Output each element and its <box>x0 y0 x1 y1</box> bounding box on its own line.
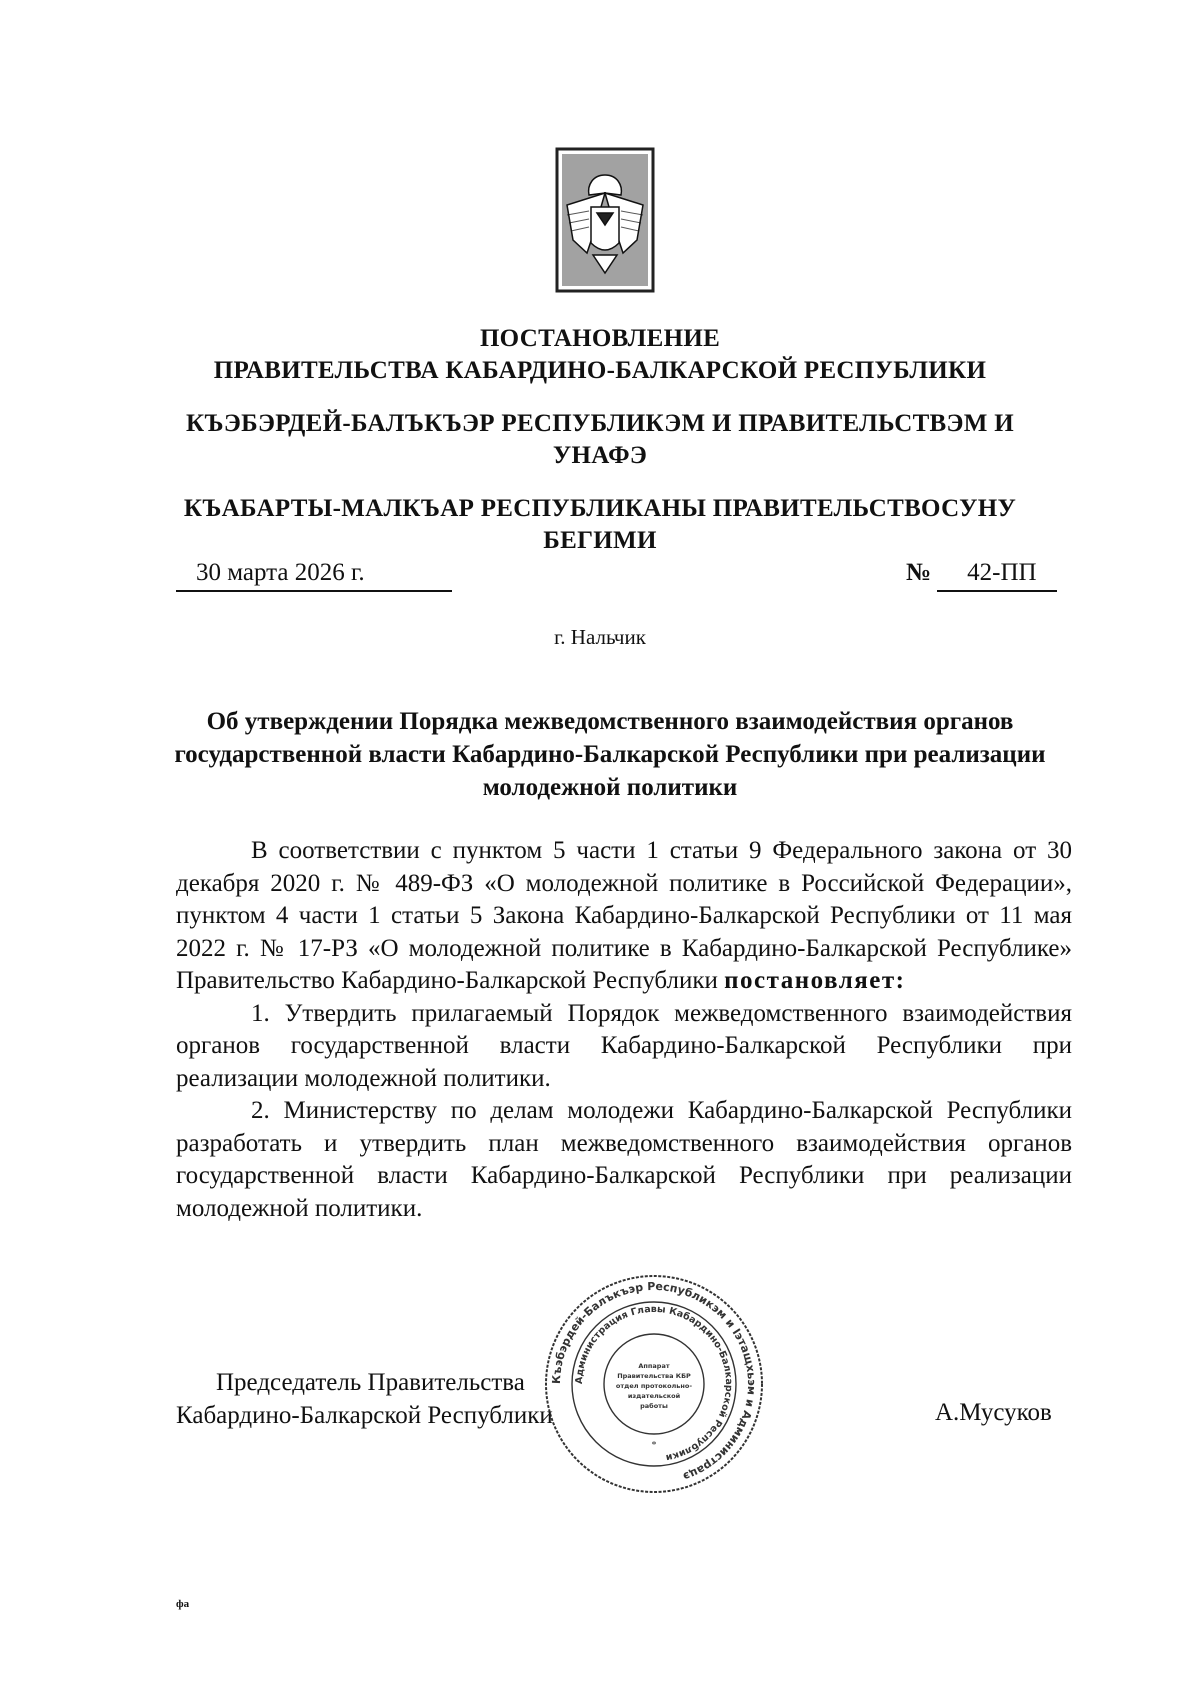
stamp-center-1: Аппарат <box>638 1362 670 1370</box>
header-balkar: КЪАБАРТЫ-МАЛКЪАР РЕСПУБЛИКАНЫ ПРАВИТЕЛЬСТВОСУНУ БЕГИМИ <box>183 495 1017 554</box>
body-intro <box>176 835 1072 998</box>
document-type: ПОСТАНОВЛЕНИЕ <box>479 325 721 352</box>
signatory-role <box>176 1366 553 1432</box>
stamp-center-4: издательской <box>627 1392 681 1400</box>
document-number <box>906 556 1057 592</box>
number-value: 42-ПП <box>937 556 1057 592</box>
signatory-role-line2: Кабардино-Балкарской Республики <box>176 1402 553 1429</box>
number-sign: № <box>906 559 932 586</box>
stamp-outer-text: Къэбэрдей-Балъкъэр Республикэм и Іэтащхьэм и Администрацэ <box>549 1279 759 1484</box>
intro-text: В соответствии с пунктом 5 части 1 статьи 9 Федерального закона от 30 декабря 2020 г. № 489-ФЗ «О молодежной политике в Российской Федерации», пунктом 4 части 1 статьи 5 Закона Кабардино-Балкарской Республики от 11 мая 2022 г. № 17-РЗ «О молодежной политике в Кабардино-Балкарской Республике» Правительство Кабардино-Балкарской Республики <box>176 837 1072 994</box>
stamp-middle-text: Администрация Главы Кабардино-Балкарской Республики <box>573 1303 735 1464</box>
signatory-name: А.Мусуков <box>935 1399 1052 1426</box>
stamp-center-5: работы <box>640 1402 668 1410</box>
document-city: г. Нальчик <box>554 625 646 649</box>
document-header <box>150 323 1050 387</box>
signatory-role-line1: Председатель Правительства <box>216 1369 525 1396</box>
document-date: 30 марта 2026 г. <box>176 556 452 592</box>
coat-of-arms-eagle-icon <box>553 145 657 295</box>
stamp-center-2: Правительства КБР <box>617 1372 691 1380</box>
executor-initials: фа <box>176 1598 190 1610</box>
stamp-center-3: отдел протокольно- <box>615 1382 693 1390</box>
body-item-2: 2. Министерству по делам молодежи Кабардино-Балкарской Республики разработать и утвердить план межведомственного взаимодействия органов государственной власти Кабардино-Балкарской Республики при реализации молодежной политики. <box>176 1097 1072 1222</box>
issuing-authority: ПРАВИТЕЛЬСТВА КАБАРДИНО-БАЛКАРСКОЙ РЕСПУБЛИКИ <box>213 357 987 384</box>
resolves-word: постановляет: <box>724 967 906 994</box>
document-body <box>176 835 1072 1225</box>
header-kabardian: КЪЭБЭРДЕЙ-БАЛЪКЪЭР РЕСПУБЛИКЭМ И ПРАВИТЕЛЬСТВЭМ И УНАФЭ <box>186 410 1014 469</box>
stamp-star-icon: * <box>651 1440 657 1451</box>
document-title: Об утверждении Порядка межведомственного взаимодействия органов государственной власти Кабардино-Балкарской Республики при реализации молодежной политики <box>174 708 1046 801</box>
body-item-1: 1. Утвердить прилагаемый Порядок межведомственного взаимодействия органов государственной власти Кабардино-Балкарской Республики при реализации молодежной политики. <box>176 999 1072 1092</box>
official-seal-stamp <box>540 1270 768 1498</box>
